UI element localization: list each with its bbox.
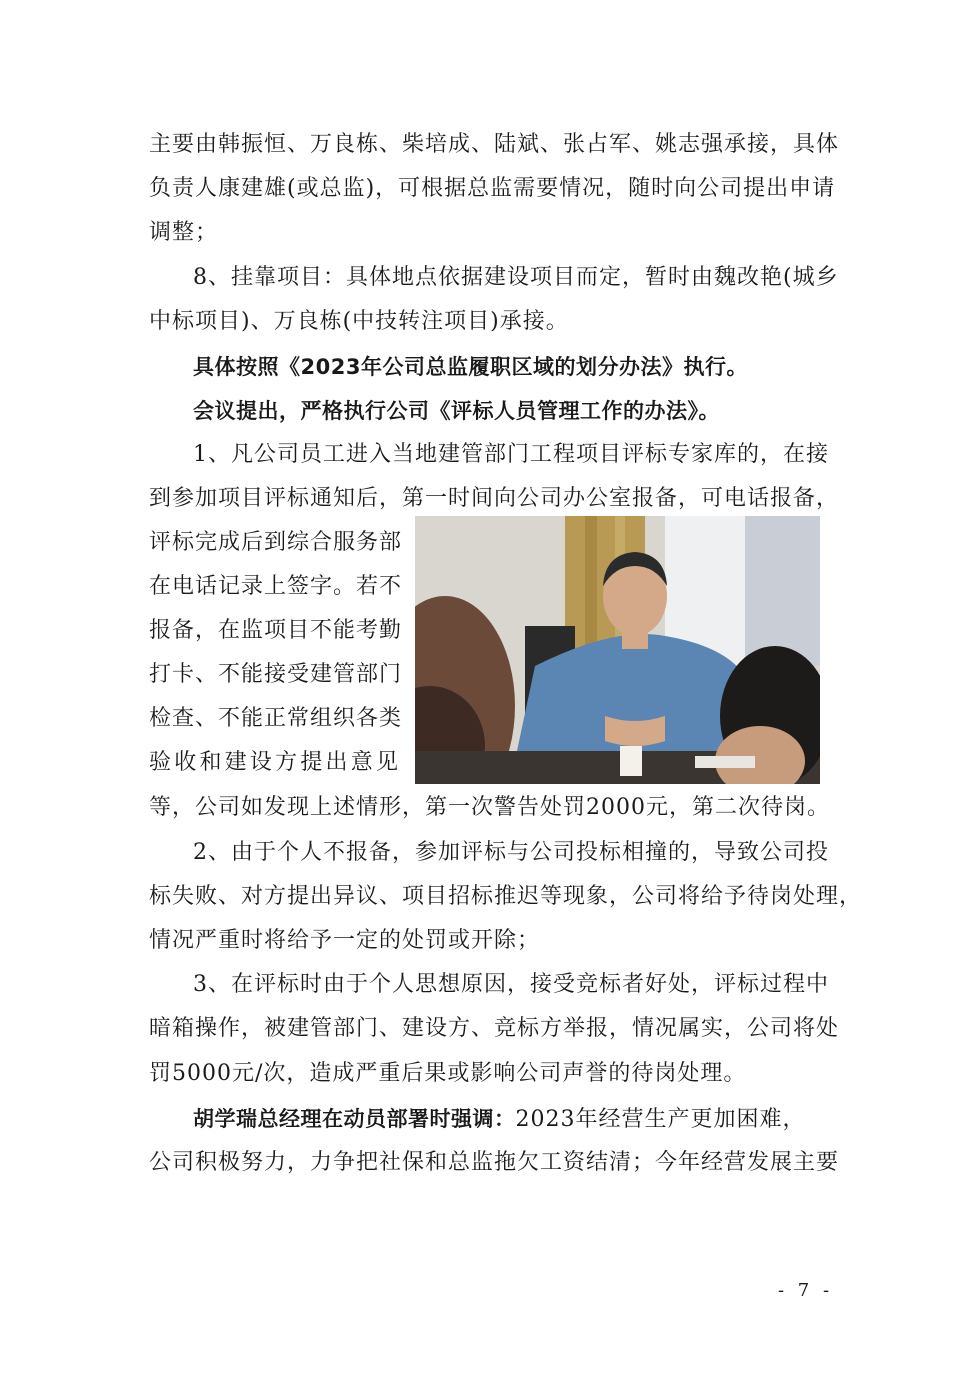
text-line: 具体按照《2023年公司总监履职区域的划分办法》执行。 bbox=[193, 355, 748, 379]
text-line: 情况严重时将给予一定的处罚或开除； bbox=[149, 928, 541, 953]
page-number: - 7 - bbox=[778, 1280, 834, 1301]
text-line: 检查、不能正常组织各类 bbox=[149, 706, 403, 731]
text-line: 等，公司如发现上述情形，第一次警告处罚2000元，第二次待岗。 bbox=[149, 795, 830, 820]
speaker-emphasis: 胡学瑞总经理在动员部署时强调： bbox=[193, 1107, 516, 1131]
text-line bbox=[193, 1104, 806, 1135]
text-line: 3、在评标时由于个人思想原因，接受竞标者好处，评标过程中 bbox=[193, 972, 829, 997]
text-line: 暗箱操作，被建管部门、建设方、竞标方举报，情况属实，公司将处 bbox=[149, 1016, 840, 1041]
text-line: 验收和建设方提出意见 bbox=[149, 750, 399, 775]
text-line: 到参加项目评标通知后，第一时间向公司办公室报备，可电话报备， bbox=[149, 486, 840, 511]
text-line: 会议提出，严格执行公司《评标人员管理工作的办法》。 bbox=[193, 399, 720, 423]
text-line: 负责人康建雄(或总监)，可根据总监需要情况，随时向公司提出申请 bbox=[149, 176, 836, 201]
text-line: 公司积极努力，力争把社保和总监拖欠工资结清；今年经营发展主要 bbox=[149, 1150, 840, 1175]
text-line: 调整； bbox=[149, 220, 219, 245]
text-line: 主要由韩振恒、万良栋、柴培成、陆斌、张占军、姚志强承接，具体 bbox=[149, 132, 840, 157]
meeting-photo bbox=[415, 516, 820, 784]
text-line: 1、凡公司员工进入当地建管部门工程项目评标专家库的，在接 bbox=[193, 442, 829, 467]
text-segment: 2023年经营生产更加困难， bbox=[515, 1107, 806, 1132]
text-line: 评标完成后到综合服务部 bbox=[149, 530, 403, 555]
text-line: 2、由于个人不报备，参加评标与公司投标相撞的，导致公司投 bbox=[193, 840, 829, 865]
text-line: 罚5000元/次，造成严重后果或影响公司声誉的待岗处理。 bbox=[149, 1061, 747, 1086]
text-line: 中标项目)、万良栋(中技转注项目)承接。 bbox=[149, 309, 569, 334]
text-line: 8、挂靠项目：具体地点依据建设项目而定，暂时由魏改艳(城乡 bbox=[193, 265, 839, 290]
text-line: 标失败、对方提出异议、项目招标推迟等现象，公司将给予待岗处理， bbox=[149, 884, 863, 909]
text-line: 打卡、不能接受建管部门 bbox=[149, 662, 403, 687]
text-line: 在电话记录上签字。若不 bbox=[149, 574, 403, 599]
photo-illustration bbox=[415, 516, 820, 784]
text-line: 报备，在监项目不能考勤 bbox=[149, 618, 403, 643]
